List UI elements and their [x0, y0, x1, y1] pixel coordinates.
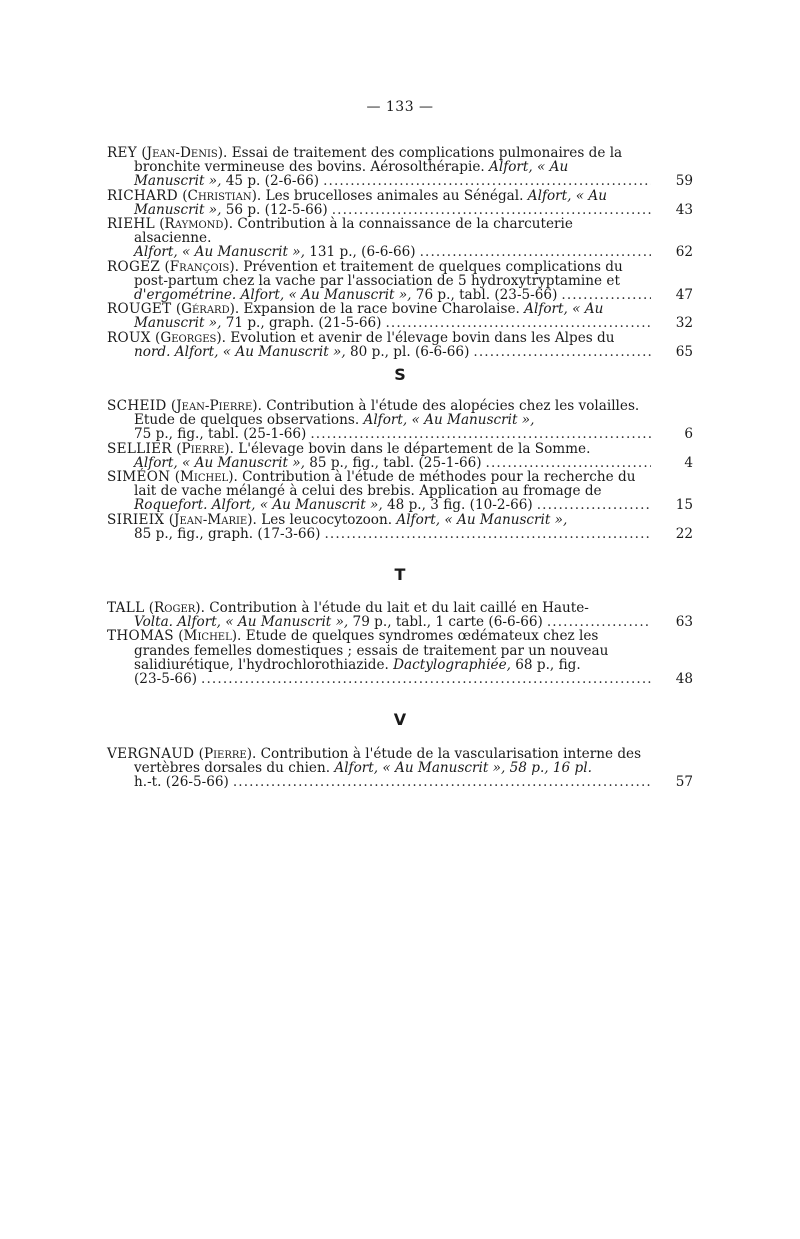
bibliography-entry — [107, 146, 693, 189]
entry-publication-cont: Manuscrit », — [134, 315, 222, 332]
entry-page-ref: 59 — [675, 173, 693, 190]
author-surname: TALL — [107, 600, 145, 616]
leader-dots — [332, 203, 651, 217]
leader-dots — [561, 288, 651, 302]
author-surname: THOMAS — [107, 628, 174, 645]
entry-place: Alfort, — [334, 760, 379, 777]
bibliography-entry — [107, 629, 693, 686]
entry-place: Dactylographiée, — [393, 656, 511, 673]
entry-publication-cont: Roquefort. Alfort, « Au Manuscrit », — [134, 497, 383, 514]
entry-publication: « Au Manuscrit », — [444, 511, 568, 528]
leader-dots — [420, 245, 651, 259]
entry-publication-cont: Manuscrit », — [134, 201, 222, 218]
entry-page-ref: 43 — [675, 201, 693, 218]
bibliography-entry — [107, 601, 693, 629]
author-given-name: (Pierre). — [198, 746, 257, 762]
entry-details: 45 p. (2-6-66) — [225, 173, 320, 190]
author-surname: ROGEZ — [107, 258, 161, 275]
author-surname: SIRIEIX — [107, 511, 165, 528]
entry-place: Alfort, — [489, 159, 533, 176]
bibliography-entry — [107, 513, 693, 541]
author-given-name: (Jean-Denis). — [141, 145, 228, 161]
author-given-name: (François). — [164, 258, 239, 275]
leader-dots — [310, 427, 651, 441]
author-surname: RICHARD — [107, 187, 178, 204]
entry-place: Alfort, — [527, 187, 572, 204]
author-surname: SCHEID — [107, 398, 167, 414]
entry-publication-cont: d'ergométrine. Alfort, « Au Manuscrit », — [134, 287, 412, 304]
author-given-name: (Gérard). — [175, 301, 240, 318]
section-s — [107, 399, 693, 541]
author-surname: REY — [107, 145, 138, 161]
entry-page-ref: 32 — [675, 315, 693, 332]
leader-dots — [323, 174, 651, 188]
section-letter-t: T — [394, 565, 406, 584]
entry-publication-cont: nord. Alfort, « Au Manuscrit », — [134, 343, 346, 360]
entry-title: Contribution à la connaissance de la charcuterie alsacienne. — [134, 216, 573, 247]
entry-title: Les brucelloses animales au Sénégal. — [265, 187, 524, 204]
bibliography-entry — [107, 260, 693, 303]
entry-title: Contribution à l'étude de la vascularisation interne des vertèbres dorsales du chien. — [134, 746, 642, 777]
author-given-name: (Jean-Marie). — [168, 511, 257, 528]
entry-title: Contribution à l'étude du lait et du lait caillé en Haute- — [209, 600, 589, 616]
entry-publication: 68 p., fig. — [515, 656, 581, 673]
leader-dots — [385, 316, 651, 330]
author-given-name: (Roger). — [148, 600, 205, 616]
bibliography-entry — [107, 442, 693, 470]
entry-page-ref: 65 — [675, 343, 693, 360]
entry-title: Expansion de la race bovine Charolaise. — [243, 301, 520, 318]
entry-details: 131 p., (6-6-66) — [309, 244, 416, 261]
author-given-name: (Georges). — [155, 329, 226, 346]
entry-publication: « Au Manuscrit », 58 p., 16 pl. — [382, 760, 592, 777]
entry-details: 76 p., tabl. (23-5-66) — [415, 287, 558, 304]
entry-details: (23-5-66) — [134, 671, 198, 688]
leader-dots — [486, 456, 651, 470]
author-given-name: (Pierre). — [176, 440, 234, 457]
entry-details: 85 p., fig., graph. (17-3-66) — [134, 525, 321, 542]
author-surname: SELLIER — [107, 440, 172, 457]
entry-title: L'élevage bovin dans le département de la Somme. — [238, 440, 591, 457]
entry-title: Contribution à l'étude de méthodes pour la recherche du lait de vache mélangé à celui des brebis. Application au fromage de — [134, 469, 636, 500]
entry-details: 48 p., 3 fig. (10-2-66) — [386, 497, 533, 514]
entry-details: 75 p., fig., tabl. (25-1-66) — [134, 426, 307, 443]
bibliography-entry — [107, 302, 693, 330]
bibliography-entry — [107, 217, 693, 260]
entry-place: Alfort, — [363, 412, 408, 429]
bibliography-entry — [107, 331, 693, 359]
leader-dots — [324, 527, 651, 541]
entry-publication: « Au — [572, 301, 604, 318]
entry-page-ref: 48 — [675, 671, 693, 688]
author-surname: ROUX — [107, 329, 151, 346]
entry-details: h.-t. (26-5-66) — [134, 774, 229, 791]
leader-dots — [473, 345, 651, 359]
entry-page-ref: 57 — [675, 774, 693, 791]
entry-details: 56 p. (12-5-66) — [225, 201, 328, 218]
section-r — [107, 146, 693, 359]
entry-details: 80 p., pl. (6-6-66) — [350, 343, 470, 360]
entry-page-ref: 22 — [675, 525, 693, 542]
entry-publication: « Au — [575, 187, 607, 204]
leader-dots — [233, 775, 651, 789]
entry-title: Etude de quelques syndromes œdémateux chez les grandes femelles domestiques ; essais de traitement par un nouveau salidiurétique, l'hydrochlorothiazide. — [134, 628, 609, 673]
entry-page-ref: 4 — [684, 454, 693, 471]
author-given-name: (Raymond). — [159, 216, 234, 233]
entry-publication-cont: Manuscrit », — [134, 173, 222, 190]
leader-dots — [547, 615, 651, 629]
section-letter-s: S — [394, 365, 406, 384]
entry-title: Contribution à l'étude des alopécies chez les volailles. Etude de quelques observations. — [134, 398, 640, 429]
author-surname: VERGNAUD — [107, 746, 195, 762]
entry-page-ref: 62 — [675, 244, 693, 261]
entry-title: Evolution et avenir de l'élevage bovin dans les Alpes du — [230, 329, 615, 346]
entry-place: Alfort, — [524, 301, 568, 318]
bibliography-entry — [107, 470, 693, 513]
entry-page-ref: 6 — [684, 426, 693, 443]
entry-title: Prévention et traitement de quelques complications du post-partum chez la vache par l'association de 5 hydroxytryptamine et — [134, 258, 623, 289]
leader-dots — [201, 672, 651, 686]
author-given-name: (Christian). — [182, 187, 262, 204]
author-given-name: (Michel). — [174, 469, 238, 486]
page-number: — 133 — — [366, 99, 434, 115]
author-surname: ROUGET — [107, 301, 172, 318]
entry-details: 79 p., tabl., 1 carte (6-6-66) — [352, 614, 543, 631]
entry-title: Les leucocytozoon. — [261, 511, 393, 528]
bibliography-entry — [107, 747, 693, 790]
author-surname: RIEHL — [107, 216, 155, 233]
entry-page-ref: 63 — [675, 614, 693, 631]
entry-title: Essai de traitement des complications pulmonaires de la bronchite vermineuse des bovins. Aérosolthérapie. — [134, 145, 623, 176]
entry-page-ref: 15 — [675, 497, 693, 514]
section-letter-v: V — [393, 710, 407, 729]
section-t — [107, 601, 693, 686]
entry-publication-cont: Volta. Alfort, « Au Manuscrit », — [134, 614, 349, 631]
bibliography-entry — [107, 399, 693, 442]
entry-details: 85 p., fig., tabl. (25-1-66) — [309, 454, 482, 471]
author-given-name: (Jean-Pierre). — [170, 398, 262, 414]
section-v — [107, 747, 693, 790]
entry-publication: « Au Manuscrit », — [411, 412, 535, 429]
author-surname: SIMÉON — [107, 469, 171, 486]
leader-dots — [537, 498, 651, 512]
entry-publication-cont: Alfort, « Au Manuscrit », — [134, 454, 305, 471]
entry-details: 71 p., graph. (21-5-66) — [225, 315, 382, 332]
bibliography-entry — [107, 189, 693, 217]
entry-publication: « Au — [537, 159, 569, 176]
entry-page-ref: 47 — [675, 287, 693, 304]
entry-place: Alfort, — [396, 511, 441, 528]
author-given-name: (Michel). — [178, 628, 242, 645]
entry-publication-cont: Alfort, « Au Manuscrit », — [134, 244, 305, 261]
